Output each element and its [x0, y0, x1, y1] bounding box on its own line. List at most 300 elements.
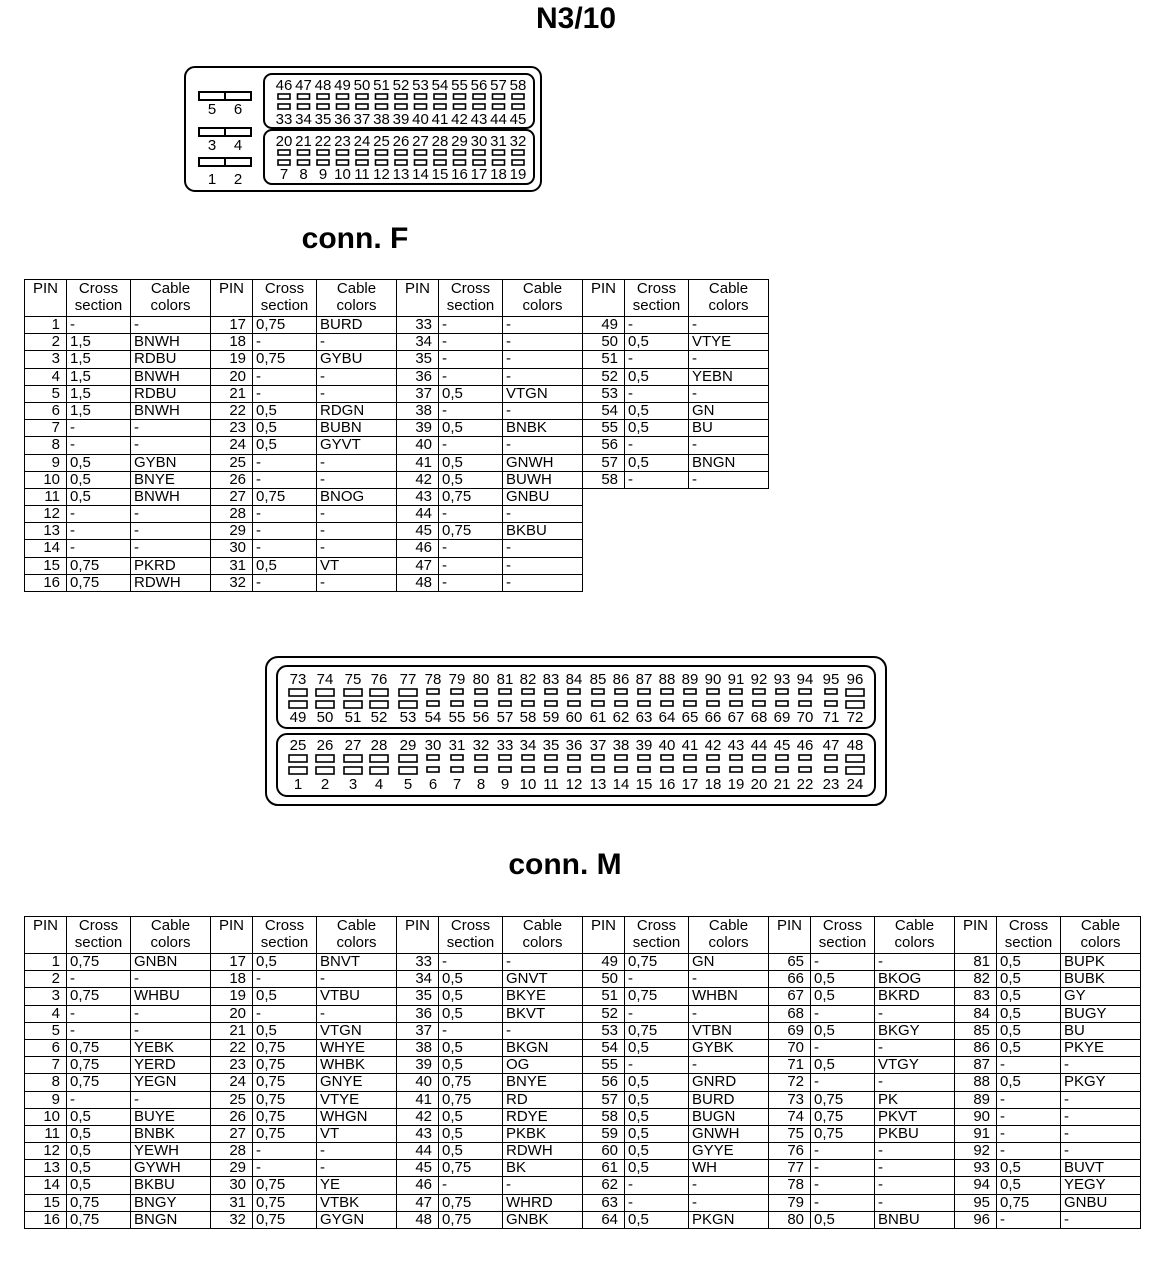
- cable-colors: BNYE: [503, 1074, 583, 1091]
- pin-label: 49: [289, 709, 307, 726]
- cable-colors: BNBK: [503, 420, 583, 437]
- pin-label: 93: [773, 671, 791, 688]
- cross-section: -: [253, 574, 317, 591]
- empty-cell: [625, 557, 689, 574]
- cross-section: -: [811, 1005, 875, 1022]
- pin-label: 49: [334, 77, 351, 94]
- cross-section: 0,75: [253, 1194, 317, 1211]
- cable-colors: -: [131, 1091, 211, 1108]
- pin-number: 67: [769, 988, 811, 1005]
- pin-label: 24: [846, 776, 864, 793]
- pin-label: 7: [279, 166, 289, 183]
- table-row: [25, 488, 769, 505]
- cross-section: -: [439, 557, 503, 574]
- empty-cell: [583, 557, 625, 574]
- pin-number: 15: [25, 1194, 67, 1211]
- pin-label: 30: [470, 133, 488, 150]
- pin-number: 1: [25, 317, 67, 334]
- cable-colors: YEBN: [689, 368, 769, 385]
- cross-section: -: [997, 1108, 1061, 1125]
- cross-section: 0,5: [439, 1143, 503, 1160]
- pin-number: 23: [211, 420, 253, 437]
- pin-label: 88: [658, 671, 676, 688]
- pin-slot: [278, 104, 290, 109]
- cable-colors: -: [875, 954, 955, 971]
- cable-colors: -: [503, 506, 583, 523]
- pin-label: 54: [424, 709, 442, 726]
- pin-slot: [427, 767, 439, 772]
- cable-colors: -: [875, 1143, 955, 1160]
- pin-slot: [592, 755, 604, 760]
- pin-slot: [638, 701, 650, 706]
- pin-slot: [846, 755, 864, 762]
- cross-section: -: [811, 1074, 875, 1091]
- pin-number: 16: [25, 574, 67, 591]
- pin-label: 78: [424, 671, 442, 688]
- pin-number: 13: [25, 1160, 67, 1177]
- pin-number: 42: [397, 1108, 439, 1125]
- table-row: [25, 1160, 1141, 1177]
- cross-section: 0,5: [67, 1108, 131, 1125]
- pin-label: 33: [496, 737, 514, 754]
- pin-number: 47: [397, 1194, 439, 1211]
- cable-colors: BNBK: [131, 1125, 211, 1142]
- pin-slot: [451, 689, 463, 694]
- cable-colors: VTBN: [689, 1022, 769, 1039]
- pin-slot: [434, 104, 446, 109]
- header-pin: PIN: [25, 917, 67, 954]
- pin-slot: [799, 701, 811, 706]
- table-row: [25, 1125, 1141, 1142]
- cable-colors: GYBN: [131, 454, 211, 471]
- pin-label: 1: [207, 171, 217, 188]
- pin-number: 21: [211, 385, 253, 402]
- cable-colors: -: [131, 971, 211, 988]
- cable-colors: -: [317, 1143, 397, 1160]
- pin-slot: [592, 767, 604, 772]
- pin-number: 51: [583, 351, 625, 368]
- cable-colors: PKYE: [1061, 1039, 1141, 1056]
- cross-section: 0,5: [625, 368, 689, 385]
- pin-number: 27: [211, 1125, 253, 1142]
- pin-number: 73: [769, 1091, 811, 1108]
- cable-colors: -: [503, 1177, 583, 1194]
- pin-slot: [356, 94, 368, 99]
- pin-slot: [475, 755, 487, 760]
- cross-section: 0,5: [439, 1039, 503, 1056]
- pin-slot: [846, 689, 864, 696]
- header-cable-colors: Cable colors: [1061, 917, 1141, 954]
- pin-slot: [451, 755, 463, 760]
- pin-number: 54: [583, 402, 625, 419]
- cable-colors: BKVT: [503, 1005, 583, 1022]
- cross-section: -: [997, 1125, 1061, 1142]
- cable-colors: VTGN: [317, 1022, 397, 1039]
- pin-slot: [499, 767, 511, 772]
- pin-number: 50: [583, 971, 625, 988]
- cross-section: 0,5: [625, 1211, 689, 1228]
- cable-colors: -: [131, 317, 211, 334]
- pin-slot: [776, 701, 788, 706]
- pin-number: 22: [211, 402, 253, 419]
- pin-slot: [493, 150, 505, 155]
- cable-colors: VT: [317, 557, 397, 574]
- empty-cell: [583, 523, 625, 540]
- cable-colors: -: [1061, 1108, 1141, 1125]
- pin-slot: [337, 150, 349, 155]
- pin-slot: [376, 150, 388, 155]
- cross-section: 0,75: [625, 1022, 689, 1039]
- cross-section: -: [253, 506, 317, 523]
- pin-label: 46: [275, 77, 293, 94]
- cross-section: 0,75: [625, 988, 689, 1005]
- pin-slot: [225, 158, 251, 166]
- cross-section: 0,5: [625, 1125, 689, 1142]
- cross-section: 0,5: [439, 420, 503, 437]
- pin-number: 48: [397, 574, 439, 591]
- pin-number: 55: [583, 420, 625, 437]
- header-cable-colors: Cable colors: [131, 280, 211, 317]
- pin-slot: [473, 160, 485, 165]
- pin-number: 75: [769, 1125, 811, 1142]
- cross-section: -: [439, 437, 503, 454]
- cross-section: 0,75: [67, 988, 131, 1005]
- cross-section: 0,5: [67, 1143, 131, 1160]
- pin-slot: [475, 701, 487, 706]
- cable-colors: PKVT: [875, 1108, 955, 1125]
- pin-slot: [825, 701, 837, 706]
- cable-colors: -: [131, 1005, 211, 1022]
- cross-section: -: [439, 574, 503, 591]
- pin-number: 21: [211, 1022, 253, 1039]
- table-row: [25, 971, 1141, 988]
- pin-number: 39: [397, 420, 439, 437]
- cross-section: 0,75: [253, 1039, 317, 1056]
- cross-section: -: [997, 1057, 1061, 1074]
- empty-cell: [689, 574, 769, 591]
- header-pin: PIN: [211, 280, 253, 317]
- pin-label: 31: [448, 737, 466, 754]
- table-row: [25, 506, 769, 523]
- pin-label: 21: [773, 776, 791, 793]
- cross-section: 0,75: [67, 1194, 131, 1211]
- pin-slot: [316, 689, 334, 696]
- cable-colors: BNWH: [131, 488, 211, 505]
- pin-label: 31: [490, 133, 507, 150]
- cross-section: -: [439, 351, 503, 368]
- pin-label: 75: [344, 671, 362, 688]
- pin-slot: [638, 689, 650, 694]
- pin-number: 30: [211, 1177, 253, 1194]
- cable-colors: -: [689, 1057, 769, 1074]
- pin-label: 96: [846, 671, 864, 688]
- cross-section: 1,5: [67, 368, 131, 385]
- cable-colors: -: [131, 523, 211, 540]
- pin-number: 44: [397, 1143, 439, 1160]
- cross-section: -: [625, 471, 689, 488]
- table-row: [25, 1091, 1141, 1108]
- pin-label: 15: [635, 776, 653, 793]
- cross-section: 0,75: [439, 1194, 503, 1211]
- cable-colors: -: [503, 437, 583, 454]
- pin-label: 37: [589, 737, 607, 754]
- pin-label: 55: [451, 77, 468, 94]
- pin-label: 60: [565, 709, 583, 726]
- pin-label: 18: [704, 776, 722, 793]
- cable-colors: -: [317, 971, 397, 988]
- cable-colors: -: [503, 368, 583, 385]
- pin-slot: [707, 767, 719, 772]
- pin-number: 52: [583, 1005, 625, 1022]
- cross-section: 0,5: [811, 1022, 875, 1039]
- pin-number: 12: [25, 506, 67, 523]
- pin-number: 17: [211, 954, 253, 971]
- pin-label: 47: [822, 737, 840, 754]
- pin-slot: [298, 94, 310, 99]
- cross-section: 0,5: [67, 488, 131, 505]
- pin-label: 36: [565, 737, 583, 754]
- cable-colors: BUYE: [131, 1108, 211, 1125]
- cross-section: 0,5: [997, 971, 1061, 988]
- cable-colors: -: [131, 506, 211, 523]
- pin-slot: [344, 755, 362, 762]
- cross-section: 0,5: [439, 385, 503, 402]
- header-cable-colors: Cable colors: [875, 917, 955, 954]
- pin-label: 38: [612, 737, 630, 754]
- pin-number: 60: [583, 1143, 625, 1160]
- pin-number: 77: [769, 1160, 811, 1177]
- pin-slot: [512, 160, 524, 165]
- cable-colors: BKOG: [875, 971, 955, 988]
- cross-section: 0,5: [625, 1108, 689, 1125]
- cable-colors: -: [131, 420, 211, 437]
- pin-slot: [545, 767, 557, 772]
- pin-label: 40: [412, 111, 429, 128]
- pin-slot: [415, 160, 427, 165]
- cross-section: -: [253, 471, 317, 488]
- pin-label: 17: [470, 166, 488, 183]
- pin-slot: [344, 701, 362, 708]
- pin-number: 51: [583, 988, 625, 1005]
- pin-number: 2: [25, 971, 67, 988]
- pin-slot: [475, 689, 487, 694]
- cross-section: 0,5: [439, 1108, 503, 1125]
- cable-colors: -: [317, 1160, 397, 1177]
- pin-label: 50: [316, 709, 334, 726]
- pin-label: 74: [316, 671, 334, 688]
- pin-label: 53: [399, 709, 417, 726]
- cross-section: 0,5: [811, 1211, 875, 1228]
- cross-section: -: [439, 540, 503, 557]
- pin-number: 20: [211, 368, 253, 385]
- pin-number: 38: [397, 402, 439, 419]
- pin-label: 52: [392, 77, 410, 94]
- cable-colors: -: [317, 540, 397, 557]
- cross-section: 0,75: [253, 1211, 317, 1228]
- cross-section: -: [439, 1022, 503, 1039]
- connector-f-pinout: [184, 66, 544, 194]
- pin-label: 82: [519, 671, 537, 688]
- cross-section: 1,5: [67, 351, 131, 368]
- pin-label: 9: [318, 166, 328, 183]
- pin-slot: [707, 689, 719, 694]
- pin-slot: [434, 94, 446, 99]
- pin-number: 96: [955, 1211, 997, 1228]
- pin-number: 46: [397, 1177, 439, 1194]
- pin-label: 4: [233, 137, 243, 154]
- pin-slot: [592, 701, 604, 706]
- pin-slot: [730, 767, 742, 772]
- pin-label: 11: [543, 776, 559, 793]
- cable-colors: BNVT: [317, 954, 397, 971]
- pin-number: 91: [955, 1125, 997, 1142]
- cable-colors: -: [1061, 1143, 1141, 1160]
- header-cross-section: Cross section: [253, 280, 317, 317]
- cross-section: -: [625, 385, 689, 402]
- pin-slot: [522, 701, 534, 706]
- pin-label: 69: [773, 709, 791, 726]
- cable-colors: BNWH: [131, 402, 211, 419]
- cable-colors: PK: [875, 1091, 955, 1108]
- pin-label: 72: [846, 709, 864, 726]
- cable-colors: BNGY: [131, 1194, 211, 1211]
- pin-label: 54: [431, 77, 449, 94]
- cross-section: -: [811, 1039, 875, 1056]
- cross-section: 0,5: [997, 1022, 1061, 1039]
- pin-label: 32: [509, 133, 527, 150]
- cable-colors: GY: [1061, 988, 1141, 1005]
- cable-colors: -: [131, 437, 211, 454]
- pin-slot: [225, 128, 251, 136]
- cable-colors: BURD: [317, 317, 397, 334]
- pin-slot: [395, 150, 407, 155]
- pin-number: 56: [583, 437, 625, 454]
- pin-number: 82: [955, 971, 997, 988]
- cable-colors: WH: [689, 1160, 769, 1177]
- pin-label: 83: [542, 671, 560, 688]
- pin-number: 50: [583, 334, 625, 351]
- pin-number: 37: [397, 385, 439, 402]
- pin-number: 18: [211, 334, 253, 351]
- connector-f-pin-table: [24, 279, 769, 592]
- cross-section: -: [253, 1143, 317, 1160]
- pin-label: 50: [353, 77, 371, 94]
- pin-label: 16: [451, 166, 468, 183]
- pin-slot: [298, 160, 310, 165]
- pin-slot: [545, 755, 557, 760]
- pin-label: 33: [275, 111, 293, 128]
- pin-number: 32: [211, 574, 253, 591]
- pin-label: 8: [476, 776, 486, 793]
- pin-number: 74: [769, 1108, 811, 1125]
- table-row: [25, 523, 769, 540]
- cross-section: 0,75: [253, 1074, 317, 1091]
- pin-label: 17: [681, 776, 699, 793]
- cable-colors: -: [875, 1039, 955, 1056]
- pin-number: 41: [397, 1091, 439, 1108]
- cable-colors: BU: [689, 420, 769, 437]
- pin-label: 12: [373, 166, 390, 183]
- pin-label: 58: [519, 709, 537, 726]
- pin-number: 56: [583, 1074, 625, 1091]
- pin-number: 7: [25, 420, 67, 437]
- cross-section: -: [67, 971, 131, 988]
- pin-label: 48: [314, 77, 332, 94]
- cable-colors: -: [503, 557, 583, 574]
- cable-colors: BKYE: [503, 988, 583, 1005]
- cross-section: 0,5: [625, 454, 689, 471]
- cable-colors: RDYE: [503, 1108, 583, 1125]
- pin-number: 24: [211, 437, 253, 454]
- pin-label: 12: [565, 776, 583, 793]
- pin-number: 6: [25, 402, 67, 419]
- cable-colors: BUGN: [689, 1108, 769, 1125]
- pin-number: 53: [583, 385, 625, 402]
- cross-section: 0,75: [439, 1211, 503, 1228]
- pin-label: 23: [822, 776, 840, 793]
- pin-label: 47: [295, 77, 312, 94]
- pin-slot: [730, 701, 742, 706]
- pin-number: 40: [397, 437, 439, 454]
- cross-section: 0,5: [625, 1091, 689, 1108]
- pin-slot: [399, 767, 417, 774]
- cable-colors: BUBN: [317, 420, 397, 437]
- cable-colors: -: [689, 385, 769, 402]
- pin-slot: [545, 689, 557, 694]
- pin-label: 20: [275, 133, 293, 150]
- diagram-title: N3/10: [535, 2, 617, 35]
- cross-section: -: [439, 317, 503, 334]
- pin-number: 16: [25, 1211, 67, 1228]
- cross-section: 0,75: [253, 317, 317, 334]
- pin-slot: [776, 767, 788, 772]
- cross-section: -: [253, 1160, 317, 1177]
- pin-label: 1: [293, 776, 303, 793]
- header-cross-section: Cross section: [997, 917, 1061, 954]
- pin-number: 70: [769, 1039, 811, 1056]
- pin-number: 35: [397, 351, 439, 368]
- cable-colors: BKBU: [503, 523, 583, 540]
- cable-colors: GNBN: [131, 954, 211, 971]
- cross-section: 0,5: [67, 471, 131, 488]
- pin-label: 20: [750, 776, 768, 793]
- pin-label: 85: [589, 671, 607, 688]
- pin-number: 9: [25, 454, 67, 471]
- header-cross-section: Cross section: [67, 280, 131, 317]
- pin-label: 37: [353, 111, 371, 128]
- cross-section: -: [67, 540, 131, 557]
- cable-colors: BU: [1061, 1022, 1141, 1039]
- pin-label: 19: [727, 776, 745, 793]
- pin-number: 52: [583, 368, 625, 385]
- pin-slot: [454, 104, 466, 109]
- header-pin: PIN: [955, 917, 997, 954]
- table-row: [25, 402, 769, 419]
- pin-number: 10: [25, 471, 67, 488]
- pin-number: 43: [397, 488, 439, 505]
- pin-number: 13: [25, 523, 67, 540]
- table-row: [25, 1211, 1141, 1228]
- table-row: [25, 988, 1141, 1005]
- pin-label: 77: [399, 671, 417, 688]
- pin-number: 41: [397, 454, 439, 471]
- pin-slot: [545, 701, 557, 706]
- table-row: [25, 1194, 1141, 1211]
- empty-cell: [583, 506, 625, 523]
- pin-number: 58: [583, 471, 625, 488]
- pin-label: 39: [392, 111, 410, 128]
- pin-number: 38: [397, 1039, 439, 1056]
